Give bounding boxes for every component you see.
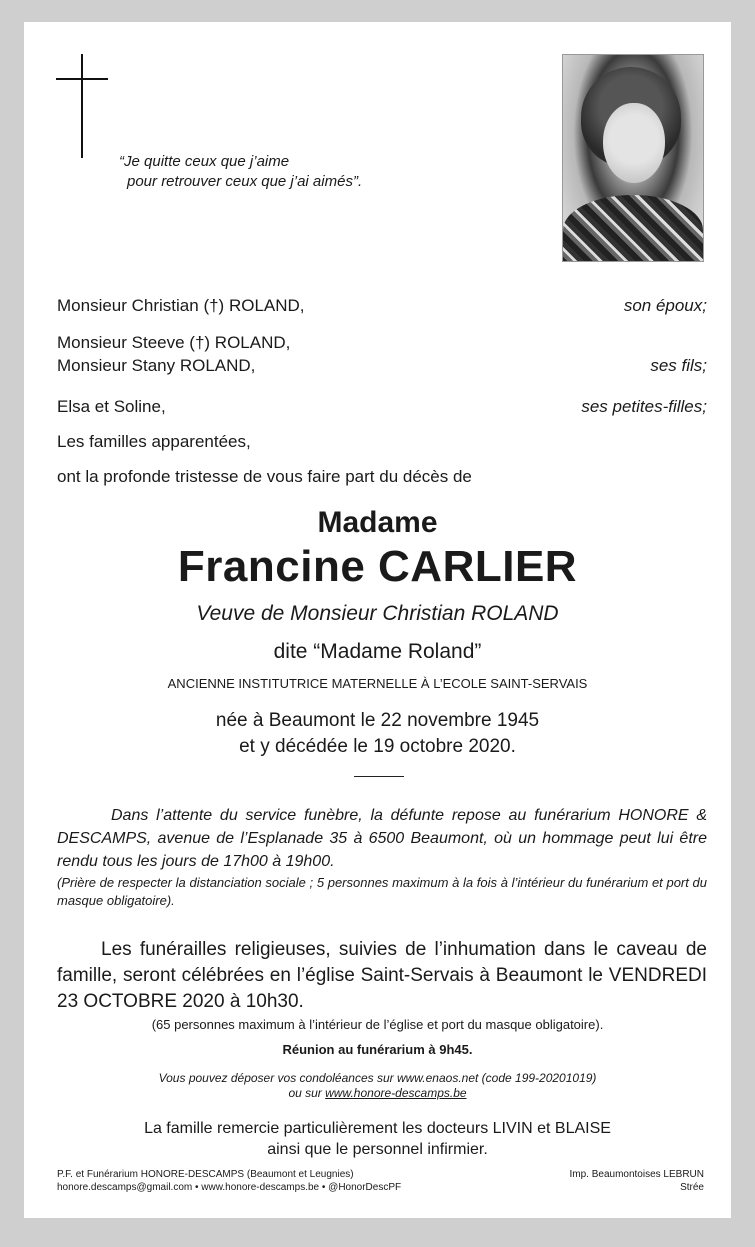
obituary-card — [24, 22, 731, 1218]
condolences-prefix: ou sur — [288, 1086, 326, 1100]
footer-left-2: honore.descamps@gmail.com • www.honore-descamps.be • @HonorDescPF — [57, 1182, 402, 1193]
footer-right-1: Imp. Beaumontoises LEBRUN — [569, 1169, 704, 1180]
deceased-name: Francine CARLIER — [177, 542, 578, 591]
quote-line-2: pour retrouver ceux que j’ai aimés”. — [127, 173, 363, 190]
deceased-profession: ANCIENNE INSTITUTRICE MATERNELLE À L’ECOLE SAINT-SERVAIS — [167, 676, 588, 691]
meeting-info: Réunion au funérarium à 9h45. — [282, 1042, 473, 1057]
death-line: et y décédée le 19 octobre 2020. — [239, 736, 516, 757]
deceased-title: Madame — [317, 506, 438, 539]
relative-name: Monsieur Steeve (†) ROLAND, — [57, 333, 291, 352]
announcement: ont la profonde tristesse de vous faire part du décès de — [57, 467, 472, 486]
quote-line-1: “Je quitte ceux que j’aime — [119, 153, 290, 170]
quote — [119, 152, 362, 192]
thanks-line-2: ainsi que le personnel infirmier. — [267, 1141, 488, 1158]
birth-line: née à Beaumont le 22 novembre 1945 — [215, 710, 540, 731]
thanks-line-1: La famille remercie particulièrement les docteurs LIVIN et BLAISE — [144, 1120, 611, 1137]
footer-funeral-home — [57, 1168, 401, 1194]
relative-role: ses petites-filles; — [581, 397, 707, 416]
cross-icon-bar — [56, 78, 108, 80]
funeral-text: Les funérailles religieuses, suivies de l’inhumation dans le caveau de famille, seront célébrées en l’église Saint-Servais à Beaumont le VENDREDI 23 OCTOBRE 2020 à 10h30. — [57, 939, 707, 1012]
relative-entry — [57, 294, 707, 317]
funerarium-paragraph — [57, 804, 707, 873]
relative-name: Monsieur Christian (†) ROLAND, — [57, 296, 305, 315]
funerarium-text: Dans l’attente du service funèbre, la défunte repose au funérarium HONORE & DESCAMPS, avenue de l’Esplanade 35 à 6500 Beaumont, où un hommage peut lui être rendu tous les jours de 17h00 à 19h00. — [57, 807, 707, 870]
condolences-line-1: Vous pouvez déposer vos condoléances sur www.enaos.net (code 199-20201019) — [158, 1071, 597, 1085]
divider — [354, 776, 404, 777]
deceased-widow: Veuve de Monsieur Christian ROLAND — [196, 602, 559, 625]
relative-role: ses fils; — [650, 356, 707, 375]
deceased-photo — [562, 54, 704, 262]
condolences-link[interactable]: www.honore-descamps.be — [325, 1086, 467, 1100]
birth-death-dates — [24, 708, 731, 760]
deceased-nickname: dite “Madame Roland” — [273, 640, 482, 663]
funeral-paragraph — [57, 937, 707, 1015]
relative-entry — [57, 331, 707, 377]
funerarium-note: (Prière de respecter la distanciation sociale ; 5 personnes maximum à la fois à l’intérieur du funérarium et port du masque obligatoire). — [57, 875, 707, 908]
relative-entry — [57, 395, 707, 418]
thanks — [24, 1118, 731, 1160]
footer-printer — [569, 1168, 704, 1194]
relative-role: son époux; — [623, 296, 707, 315]
relative-name: Les familles apparentées, — [57, 432, 251, 451]
footer-left-1: P.F. et Funérarium HONORE-DESCAMPS (Beaumont et Leugnies) — [57, 1169, 354, 1180]
cross-icon — [81, 54, 83, 158]
funeral-note: (65 personnes maximum à l’intérieur de l’église et port du masque obligatoire). — [151, 1017, 604, 1032]
relative-name: Monsieur Stany ROLAND, — [57, 356, 256, 375]
relative-entry — [57, 430, 707, 453]
condolences — [24, 1071, 731, 1101]
footer-right-2: Strée — [680, 1182, 704, 1193]
relative-name: Elsa et Soline, — [57, 397, 166, 416]
